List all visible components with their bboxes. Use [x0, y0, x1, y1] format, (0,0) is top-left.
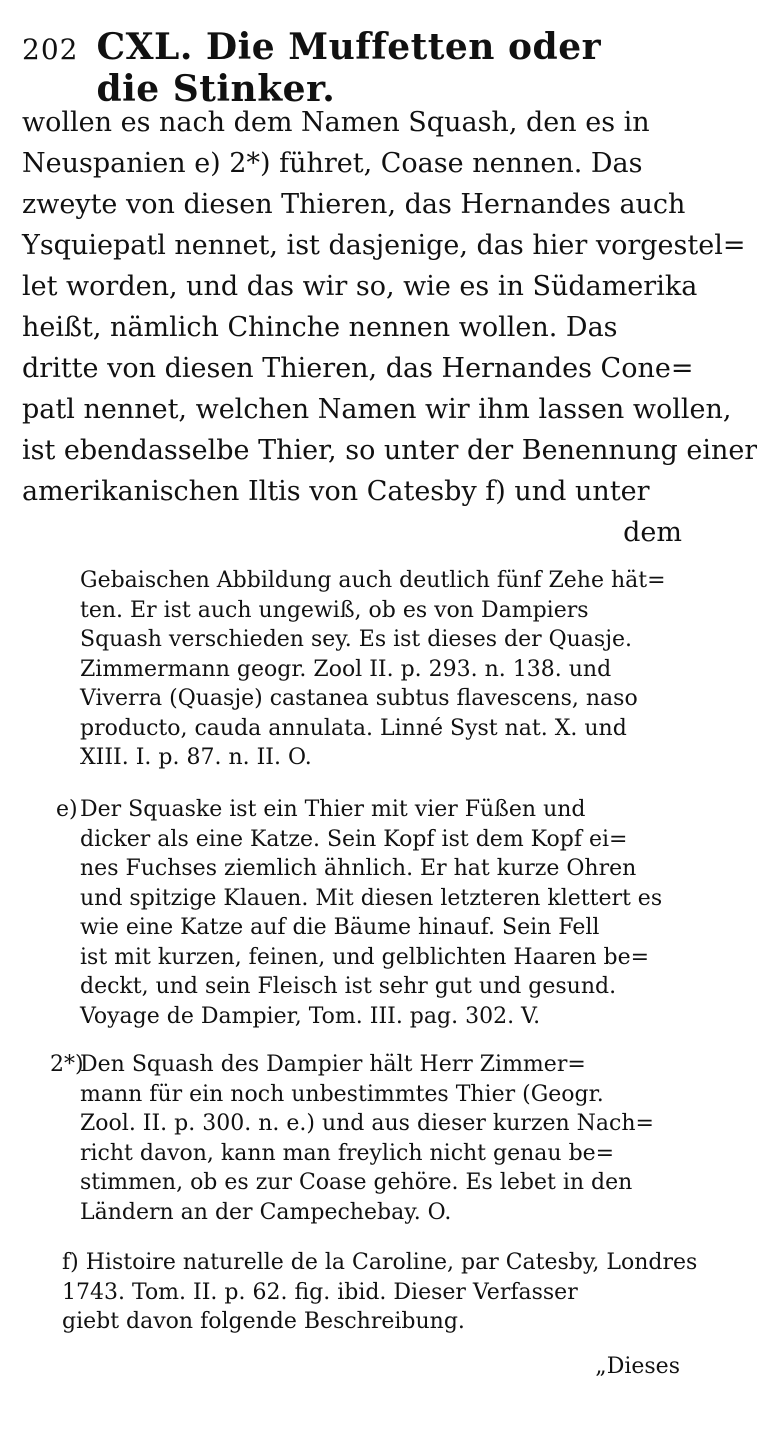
- text-line: ist ebendasselbe Thier, so unter der Benennung einer: [22, 435, 757, 466]
- footnote-line: dicker als eine Katze. Sein Kopf ist dem Kopf ei=: [80, 826, 628, 852]
- running-header: [22, 26, 672, 110]
- footnote-body: [50, 1050, 686, 1227]
- footnote-2: [50, 1050, 686, 1227]
- footnote-line: Zimmermann geogr. Zool II. p. 293. n. 138. und: [80, 656, 612, 682]
- text-line: zweyte von diesen Thieren, das Hernandes auch: [22, 189, 686, 220]
- footnote-line: Ländern an der Campechebay. O.: [80, 1199, 452, 1225]
- footnote-line: Zool. II. p. 300. n. e.) und aus dieser kurzen Nach=: [80, 1111, 654, 1136]
- footnote-line: ten. Er ist auch ungewiß, ob es von Dampiers: [80, 597, 589, 623]
- footnote-line: Gebaischen Abbildung auch deutlich fünf Zehe hät=: [80, 568, 666, 593]
- footnote-continuation: [80, 566, 686, 773]
- footnote-e: [56, 795, 686, 1031]
- footnote-line: giebt davon folgende Beschreibung.: [62, 1309, 465, 1334]
- footnote-body: [56, 795, 686, 1031]
- footnote-line: Voyage de Dampier, Tom. III. pag. 302. V.: [80, 1003, 541, 1029]
- text-line: Neuspanien e) 2*) führet, Coase nennen. Das: [22, 148, 643, 179]
- text-line: amerikanischen Iltis von Catesby f) und unter: [22, 476, 650, 507]
- catchword: „Dieses: [595, 1354, 680, 1379]
- footnote-line: producto, cauda annulata. Linné Syst nat. X. und: [80, 715, 627, 741]
- footnote-line: stimmen, ob es zur Coase gehöre. Es lebet in den: [80, 1170, 633, 1195]
- footnote-line: Squash verschieden sey. Es ist dieses der Quasje.: [80, 627, 633, 652]
- footnote-line: f) Histoire naturelle de la Caroline, par Catesby, Londres: [62, 1250, 698, 1275]
- footnote-line: ist mit kurzen, feinen, und gelblichten Haaren be=: [80, 944, 650, 970]
- footnote-line: und spitzige Klauen. Mit diesen letzteren klettert es: [80, 885, 663, 911]
- footnote-line: Viverra (Quasje) castanea subtus flavescens, naso: [80, 686, 638, 711]
- footnote-line: Der Squaske ist ein Thier mit vier Füßen und: [80, 797, 586, 822]
- text-line: wollen es nach dem Namen Squash, den es in: [22, 107, 650, 138]
- text-line: dem: [623, 517, 682, 548]
- footnote-line: Den Squash des Dampier hält Herr Zimmer=: [80, 1052, 586, 1077]
- text-line: patl nennet, welchen Namen wir ihm lassen wollen,: [22, 394, 732, 425]
- footnote-line: deckt, und sein Fleisch ist sehr gut und gesund.: [80, 974, 617, 999]
- section-title: CXL. Die Muffetten oder die Stinker.: [96, 26, 602, 110]
- text-line: dritte von diesen Thieren, das Hernandes Cone=: [22, 353, 694, 384]
- footnote-f: [62, 1248, 698, 1337]
- text-line: heißt, nämlich Chinche nennen wollen. Das: [22, 312, 618, 343]
- footnote-marker: 2*): [50, 1052, 84, 1077]
- footnote-marker: e): [56, 797, 78, 822]
- footnote-line: 1743. Tom. II. p. 62. fig. ibid. Dieser Verfasser: [62, 1279, 578, 1305]
- footnote-line: nes Fuchses ziemlich ähnlich. Er hat kurze Ohren: [80, 856, 637, 881]
- footnote-line: richt davon, kann man freylich nicht genau be=: [80, 1140, 615, 1166]
- footnote-line: mann für ein noch unbestimmtes Thier (Geogr.: [80, 1081, 604, 1107]
- page-number: 202: [22, 33, 79, 66]
- main-text: [22, 102, 757, 553]
- text-line: Ysquiepatl nennet, ist dasjenige, das hier vorgestel=: [22, 230, 746, 261]
- footnote-line: wie eine Katze auf die Bäume hinauf. Sein Fell: [80, 915, 600, 940]
- text-line: let worden, und das wir so, wie es in Südamerika: [22, 271, 698, 302]
- footnote-line: XIII. I. p. 87. n. II. O.: [80, 745, 312, 770]
